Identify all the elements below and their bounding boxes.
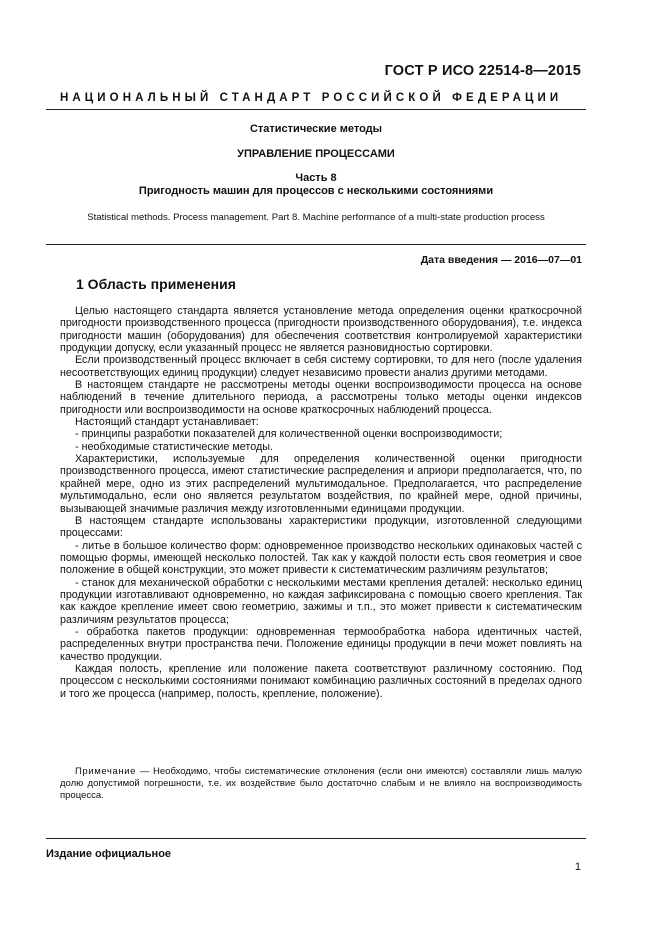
note bbox=[60, 766, 582, 803]
paragraph: Целью настоящего стандарта является установление метода определения оценки краткосрочной пригодности производственного процесса (пригодности производственного оборудования), т.е. индекса пригодности машин (оборудования) для обеспечения соответствия контролируемой характеристики продукции допуску, если указанный процесс не является разновидностью сортировки. bbox=[60, 305, 582, 355]
paragraph: Каждая полость, крепление или положение пакета соответствуют различному состоянию. Под процессом с несколькими состояниями понимают комбинацию различных состояний в пределах одного и того же процесса (например, полость, крепление, положение). bbox=[60, 662, 582, 700]
title-rule bbox=[46, 244, 586, 245]
paragraph: В настоящем стандарте не рассмотрены методы оценки воспроизводимости процесса на основе наблюдений в течение длительного периода, а рассмотрены только методы оценки индексов пригодности или воспроизводимости на основе краткосрочных наблюдений процесса. bbox=[60, 379, 582, 416]
title-part-name: Пригодность машин для процессов с несколькими состояниями bbox=[138, 185, 494, 197]
paragraph: Если производственный процесс включает в себя систему сортировки, то для него (после удаления несоответствующих единиц продукции) следует независимо провести анализ другими методами. bbox=[60, 354, 582, 379]
note-text: — Необходимо, чтобы систематические отклонения (если они имеются) составляли лишь малую долю допустимой погрешности, т.е. их воздействие было достаточно слабым и не влияло на воспроизводимость процесса. bbox=[60, 766, 582, 802]
section-title: 1 Область применения bbox=[76, 276, 236, 292]
note-label: Примечание bbox=[75, 766, 136, 777]
list-item: - необходимые статистические методы. bbox=[75, 440, 273, 453]
list-item: - обработка пакетов продукции: одновременная термообработка набора идентичных частей, распределенных внутри пространства печи. Положение единицы продукции в печи может повлиять на качество продукции. bbox=[60, 625, 582, 663]
national-standard-banner: НАЦИОНАЛЬНЫЙ СТАНДАРТ РОССИЙСКОЙ ФЕДЕРАЦИИ bbox=[60, 92, 563, 104]
date-of-introduction: Дата введения — 2016—07—01 bbox=[420, 254, 582, 266]
paragraph: В настоящем стандарте использованы характеристики продукции, изготовленной следующими процессами: bbox=[60, 514, 582, 540]
standard-number: ГОСТ Р ИСО 22514-8—2015 bbox=[384, 63, 581, 79]
list-item: - принципы разработки показателей для количественной оценки воспроизводимости; bbox=[75, 428, 503, 441]
title-part: Часть 8 bbox=[295, 172, 337, 184]
footer-rule bbox=[46, 838, 586, 839]
header-rule bbox=[46, 109, 586, 110]
paragraph: Характеристики, используемые для определения количественной оценки пригодности производственного процесса, имеют статистические распределения и априори предполагается, что, по крайней мере, одно из этих распределений мультимодальное. Предполагается, что распределение мультимодально, если оно является результатом воздействия, по крайней мере, одной причины, вызывающей значимые различия между изготовленными единицами продукции. bbox=[60, 453, 582, 515]
official-edition: Издание официальное bbox=[46, 848, 172, 860]
list-item: - литье в большое количество форм: одновременное производство нескольких одинаковых частей с помощью формы, имеющей несколько полостей. Так как у каждой полости есть своя геометрия и свое положение в общей конструкции, это может привести к систематическим различиям результатов; bbox=[60, 539, 582, 577]
list-item: - станок для механической обработки с несколькими местами крепления деталей: несколько единиц продукции изготавливают одновременно, но каждая зафиксирована с помощью своего крепления. Так как каждое крепление имеет свою геометрию, зажимы и т.п., это может привести к систематическим различиям результатов процесса; bbox=[60, 576, 582, 626]
title-line-1: Статистические методы bbox=[249, 123, 383, 135]
page-number: 1 bbox=[574, 861, 581, 873]
title-english: Statistical methods. Process management. Part 8. Machine performance of a multi-state production process bbox=[87, 212, 545, 223]
paragraph: Настоящий стандарт устанавливает: bbox=[75, 416, 259, 429]
title-line-2: УПРАВЛЕНИЕ ПРОЦЕССАМИ bbox=[237, 148, 395, 160]
body-text bbox=[60, 305, 582, 700]
